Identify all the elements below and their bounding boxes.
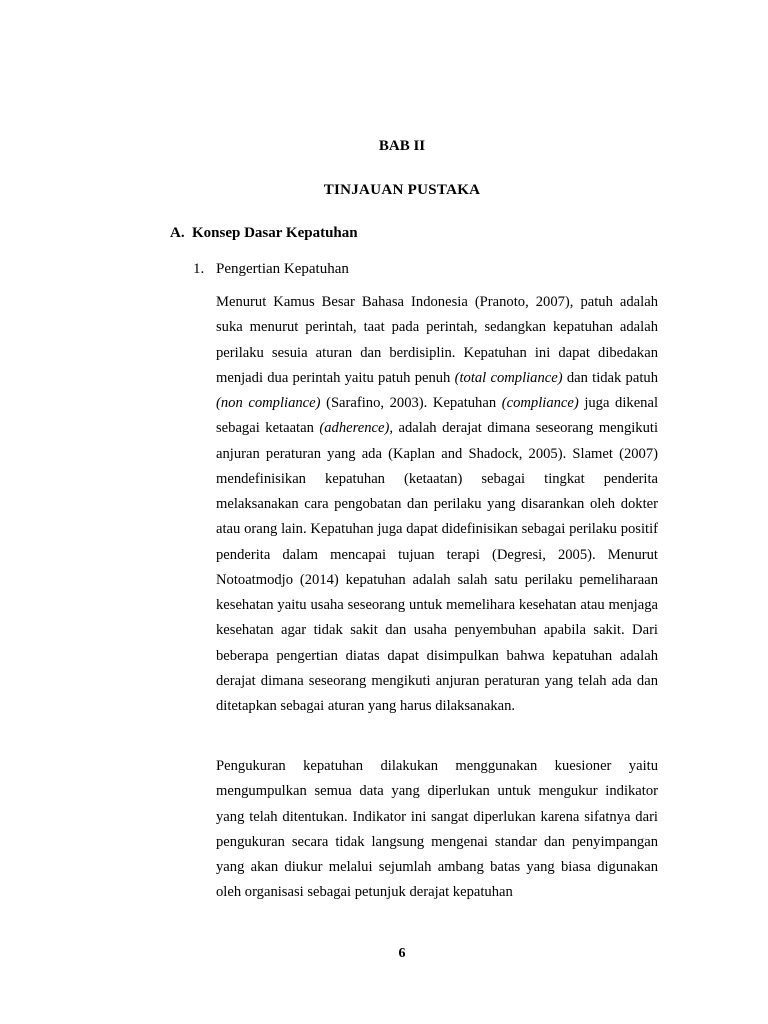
paragraph-segment: Menurut Kamus Besar Bahasa Indonesia (Pranoto, 2007), patuh adalah suka menurut perintah, taat pada perintah, sedangkan kepatuhan adalah perilaku sesuia aturan dan berdisiplin. Kepatuhan ini dapat dibedakan menjadi dua perintah yaitu patuh penuh: [216, 294, 658, 386]
section-heading: [170, 225, 358, 242]
paragraph-measurement: [216, 754, 658, 906]
term-total-compliance: (total compliance): [454, 369, 563, 386]
section-marker: A.: [170, 225, 185, 241]
paragraph-segment: juga dikenal sebagai ketaatan: [216, 395, 659, 437]
paragraph-definition: [216, 290, 658, 719]
subsection-marker: 1.: [193, 261, 205, 277]
term-compliance: (compliance): [501, 395, 579, 411]
page-number: 6: [398, 946, 406, 961]
paragraph-segment: (Sarafino, 2003). Kepatuhan: [320, 395, 502, 411]
chapter-title: TINJAUAN PUSTAKA: [323, 182, 481, 198]
paragraph-text: [216, 290, 658, 719]
subsection-title: Pengertian Kepatuhan: [216, 261, 349, 277]
paragraph-segment: adalah derajat dimana seseorang mengikuti anjuran peraturan yang ada (Kaplan and Shadock, 2005). Slamet (2007) mendefinisikan kepatuhan (ketaatan) sebagai tingkat penderita melaksanakan cara pengobatan dan perilaku yang disarankan oleh dokter atau orang lain. Kepatuhan juga dapat didefinisikan sebagai perilaku positif penderita dalam mencapai tujuan terapi (Degresi, 2005). Menurut Notoatmodjo (2014) kepatuhan adalah salah satu perilaku pemeliharaan kesehatan yaitu usaha seseorang untuk memelihara kesehatan atau menjaga kesehatan agar tidak sakit dan usaha penyembuhan apabila sakit. Dari beberapa pengertian diatas dapat disimpulkan bahwa kepatuhan adalah derajat dimana seseorang mengikuti anjuran peraturan yang telah ada dan ditetapkan sebagai aturan yang harus dilaksanakan.: [216, 420, 658, 714]
term-adherence: (adherence),: [319, 420, 393, 437]
term-non-compliance: (non compliance): [216, 395, 321, 411]
section-title: Konsep Dasar Kepatuhan: [192, 225, 358, 241]
subsection-heading: [193, 261, 349, 278]
chapter-number: BAB II: [378, 138, 426, 154]
paragraph-segment: dan tidak patuh: [562, 369, 658, 386]
paragraph-text: Pengukuran kepatuhan dilakukan menggunakan kuesioner yaitu mengumpulkan semua data yang diperlukan untuk mengukur indikator yang telah ditentukan. Indikator ini sangat diperlukan karena sifatnya dari pengukuran secara tidak langsung mengenai standar dan penyimpangan yang akan diukur melalui sejumlah ambang batas yang biasa digunakan oleh organisasi sebagai petunjuk derajat kepatuhan: [216, 758, 658, 901]
